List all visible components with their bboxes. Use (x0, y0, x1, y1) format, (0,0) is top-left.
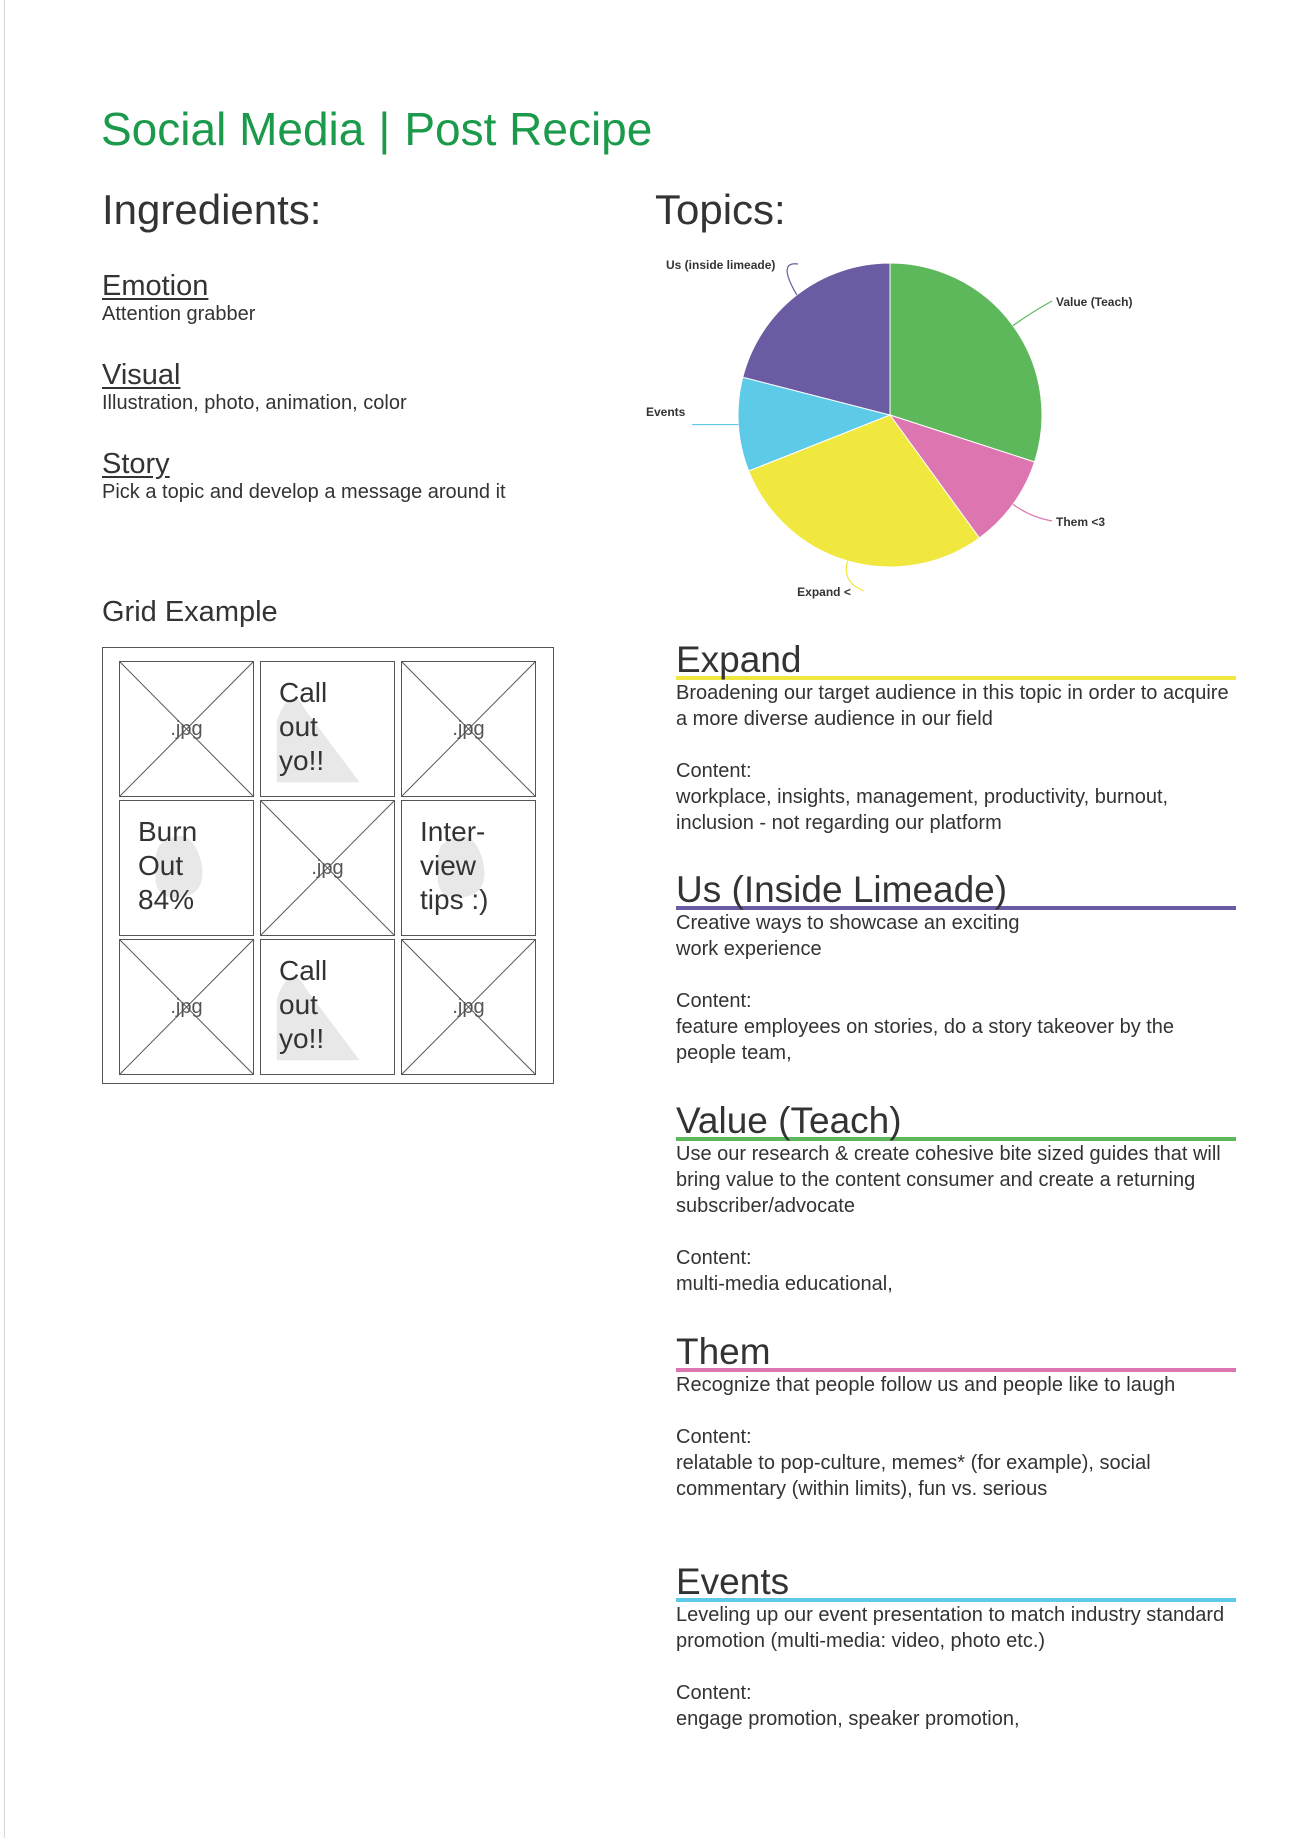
image-placeholder-cell (119, 661, 254, 797)
image-placeholder-cell (260, 800, 395, 936)
pie-slice-label: Events (646, 405, 686, 419)
topic-content-label: Content: (676, 1426, 752, 1448)
image-placeholder-cell (119, 939, 254, 1075)
pie-slice-label: Them <3 (1056, 515, 1106, 529)
pie-leader-line (1013, 504, 1052, 521)
topics-pie-chart (636, 244, 1156, 604)
topic-title: Them (676, 1331, 771, 1372)
ingredients-heading: Ingredients: (102, 186, 322, 233)
placeholder-label: .jpg (170, 996, 203, 1018)
topic-title: Events (676, 1561, 790, 1602)
topic-description: Recognize that people follow us and people like to laugh (676, 1374, 1176, 1396)
topic-section (676, 1562, 1236, 1732)
ingredient-name: Visual (102, 359, 181, 391)
topic-section (676, 1332, 1236, 1502)
image-placeholder-cell (401, 939, 536, 1075)
ingredient-desc: Pick a topic and develop a message around it (102, 481, 506, 503)
topic-title: Us (Inside Limeade) (676, 869, 1008, 910)
topic-content-label: Content: (676, 990, 752, 1012)
topic-content: engage promotion, speaker promotion, (676, 1708, 1020, 1730)
cell-text: Burn Out 84% (138, 816, 198, 915)
image-placeholder-cell (401, 661, 536, 797)
pie-slice-label: Us (inside limeade) (666, 258, 776, 272)
ingredient-visual (102, 359, 622, 415)
pie-slice-label: Value (Teach) (1056, 295, 1133, 309)
pie-leader-line (787, 264, 798, 295)
topic-header (676, 1562, 1236, 1602)
text-cell (401, 800, 536, 936)
placeholder-label: .jpg (452, 996, 485, 1018)
cell-text: Inter- view tips :) (420, 816, 489, 915)
text-cell (119, 800, 254, 936)
grid-example (102, 647, 554, 1084)
title-part-1: Social Media (101, 103, 365, 155)
topic-section (676, 870, 1236, 1066)
grid-title: Grid Example (102, 596, 278, 628)
cell-text: Call out yo!! (279, 677, 328, 776)
topic-content: workplace, insights, management, productivity, burnout, inclusion - not regarding our platform (676, 786, 1169, 834)
page-title (101, 102, 652, 156)
topics-heading: Topics: (655, 186, 786, 233)
topic-title: Expand (676, 639, 802, 680)
topic-description: Leveling up our event presentation to match industry standard promotion (multi-media: video, photo etc.) (676, 1604, 1225, 1652)
text-cell (260, 661, 395, 797)
ingredient-desc: Attention grabber (102, 303, 256, 325)
pie-leader-line (1013, 301, 1052, 326)
topic-content-label: Content: (676, 1247, 752, 1269)
placeholder-label: .jpg (452, 718, 485, 740)
topic-header (676, 870, 1236, 910)
pie-svg (636, 244, 1156, 604)
topic-header (676, 640, 1236, 680)
topic-content: multi-media educational, (676, 1273, 893, 1295)
topic-header (676, 1332, 1236, 1372)
topic-title: Value (Teach) (676, 1100, 902, 1141)
ingredient-name: Story (102, 448, 170, 480)
placeholder-label: .jpg (170, 718, 203, 740)
placeholder-label: .jpg (311, 857, 344, 879)
topic-description: Creative ways to showcase an exciting work experience (676, 912, 1020, 960)
title-separator: | (378, 103, 391, 155)
topic-content-label: Content: (676, 1682, 752, 1704)
pie-slice-label: Expand < (797, 585, 851, 599)
ingredient-name: Emotion (102, 270, 209, 302)
page-edge (4, 0, 5, 1838)
title-part-2: Post Recipe (404, 103, 653, 155)
ingredient-desc: Illustration, photo, animation, color (102, 392, 407, 414)
topic-content-label: Content: (676, 760, 752, 782)
topic-description: Use our research & create cohesive bite sized guides that will bring value to the content consumer and create a returning subscriber/advocate (676, 1143, 1221, 1217)
topic-content: feature employees on stories, do a story takeover by the people team, (676, 1016, 1175, 1064)
topic-section (676, 640, 1236, 836)
topic-content: relatable to pop-culture, memes* (for example), social commentary (within limits), fun vs. serious (676, 1452, 1151, 1500)
cell-text: Call out yo!! (279, 955, 328, 1054)
text-cell (260, 939, 395, 1075)
topic-header (676, 1101, 1236, 1141)
topic-section (676, 1101, 1236, 1297)
ingredient-emotion (102, 270, 622, 326)
topic-description: Broadening our target audience in this topic in order to acquire a more diverse audience in our field (676, 682, 1229, 730)
ingredient-story (102, 448, 622, 504)
